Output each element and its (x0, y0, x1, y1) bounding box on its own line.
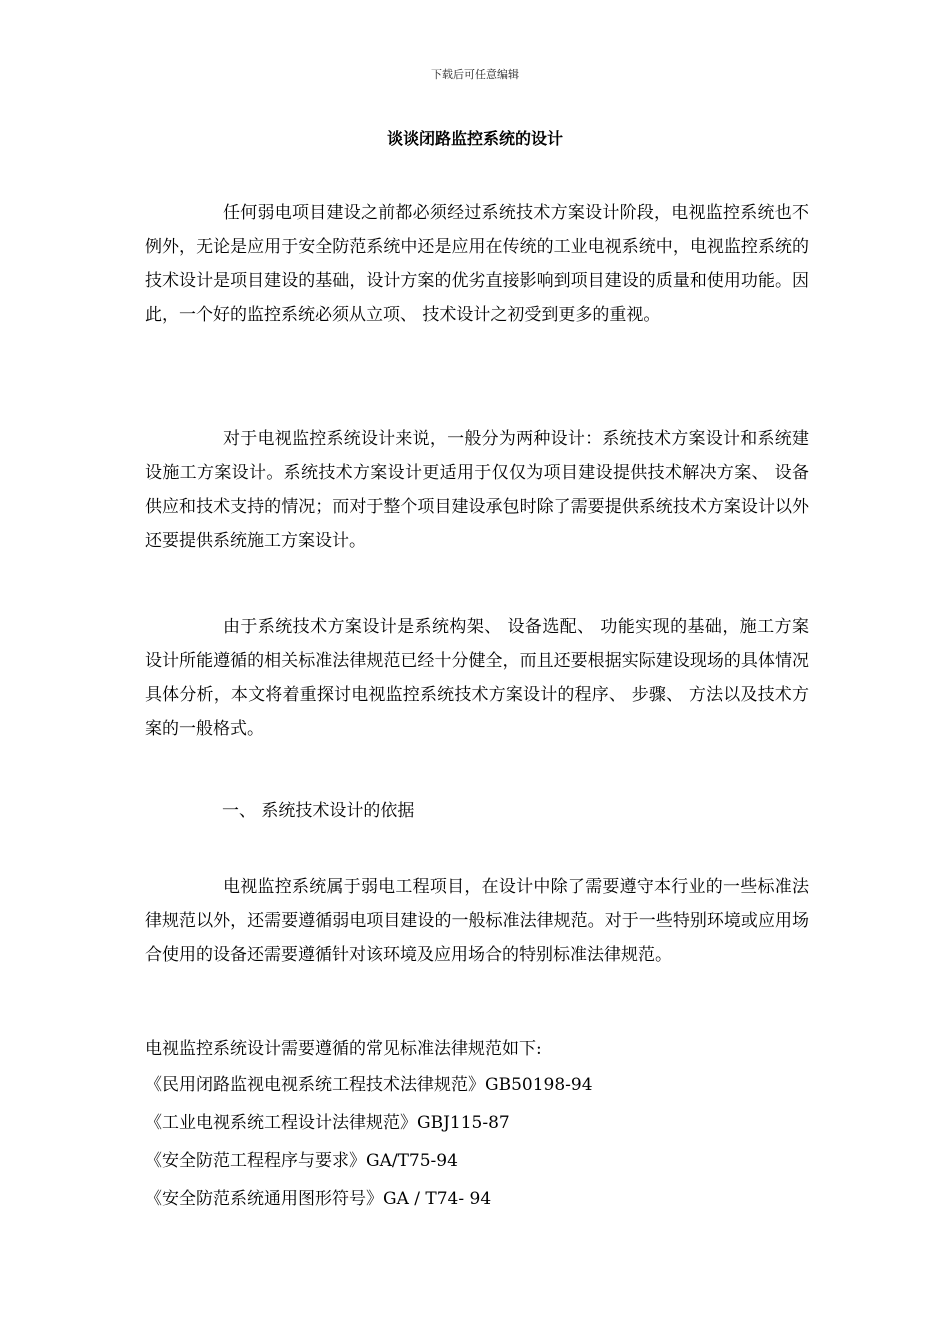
standards-list-intro: 电视监控系统设计需要遵循的常见标准法律规范如下: (145, 1039, 542, 1059)
page-header: 下载后可任意编辑 (431, 68, 519, 81)
paragraph-scope: 由于系统技术方案设计是系统构架、 设备选配、 功能实现的基础，施工方案设计所能遵循的相关标准法律规范已经十分健全，而且还要根据实际建设现场的具体情况具体分析，本文将着重探讨电视监控系统技术方案设计的程序、 步骤、 方法以及技术方案的一般格式。 (145, 617, 809, 739)
reference-item: 《安全防范工程程序与要求》GA/T75-94 (145, 1151, 458, 1171)
paragraph-standards: 电视监控系统属于弱电工程项目，在设计中除了需要遵守本行业的一些标准法律规范以外，还需要遵循弱电项目建设的一般标准法律规范。对于一些特别环境或应用场合使用的设备还需要遵循针对该环境及应用场合的特别标准法律规范。 (145, 877, 809, 965)
reference-item: 《工业电视系统工程设计法律规范》GBJ115-87 (145, 1113, 510, 1133)
paragraph-design-types: 对于电视监控系统设计来说，一般分为两种设计：系统技术方案设计和系统建设施工方案设计。系统技术方案设计更适用于仅仅为项目建设提供技术解决方案、 设备供应和技术支持的情况；而对于整个项目建设承包时除了需要提供系统技术方案设计以外还要提供系统施工方案设计。 (145, 429, 809, 551)
section-heading-1: 一、 系统技术设计的依据 (222, 801, 415, 821)
reference-item: 《安全防范系统通用图形符号》GA / T74- 94 (145, 1189, 492, 1209)
reference-item: 《民用闭路监视电视系统工程技术法律规范》GB50198-94 (145, 1075, 593, 1095)
paragraph-intro: 任何弱电项目建设之前都必须经过系统技术方案设计阶段，电视监控系统也不例外，无论是应用于安全防范系统中还是应用在传统的工业电视系统中，电视监控系统的技术设计是项目建设的基础，设计方案的优劣直接影响到项目建设的质量和使用功能。因此，一个好的监控系统必须从立项、 技术设计之初受到更多的重视。 (145, 203, 809, 325)
document-title: 谈谈闭路监控系统的设计 (386, 129, 563, 148)
